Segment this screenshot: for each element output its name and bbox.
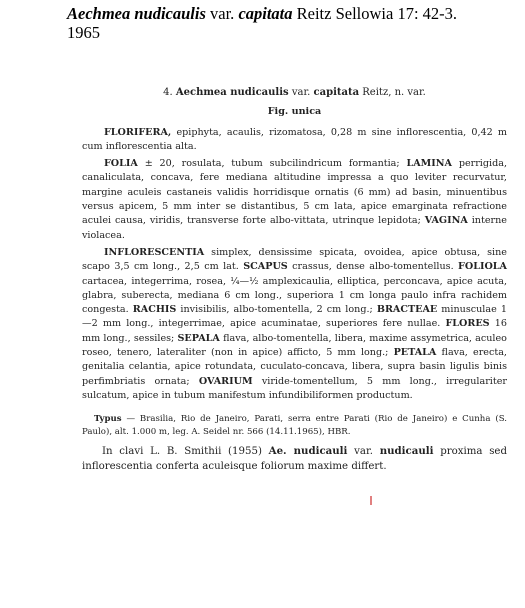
var-word: var.	[210, 4, 235, 23]
clavi-note: In clavi L. B. Smithii (1955) Ae. nudicauli var. nudicauli proxima sed inflorescentia conferta aculeisque foliorum maxime differt.	[82, 444, 507, 472]
figure-label: Fig. unica	[267, 106, 322, 118]
paragraph-florifera: FLORIFERA, epiphyta, acaulis, rizomatosa, 0,28 m sine inflorescentia, 0,42 m cum inflorescentia alta.	[82, 126, 507, 152]
paragraph-inflorescentia: INFLORESCENTIA simplex, densissime spicata, ovoidea, apice obtusa, sine scapo 3,5 cm long., 2,5 cm lat. SCAPUS crassus, dense albo-tomentellus. FOLIOLA cartacea, integerrima, rosea, ¼—½ amplexicaulia, elliptica, perconcava, apice acuta, glabra, suberecta, mediana 6 cm long., superiora 1 cm longa paulo infra rachidem congesta. RACHIS invisibilis, albo-tomentella, 2 cm long.; BRACTEAE minusculae 1—2 mm long., integerrimae, apice acuminatae, superiores fere nullae. FLORES 16 mm long., sessiles; SEPALA flava, albo-tomentella, libera, maxime assymetrica, aculeo roseo, tenero, lateraliter (non in apice) afficto, 5 mm long.; PETALA flava, erecta, genitalia celantia, apice rotundata, cuculato-concava, libera, supra basin ligulis binis perfimbriatis ornata; OVARIUM viride-tomentellum, 5 mm long., irregulariter sulcatum, apice in tubum manifestum infundibiliformen productum.	[82, 246, 507, 401]
taxon-heading: 4. Aechmea nudicaulis var. capitata Reitz, n. var.	[163, 87, 426, 98]
paragraph-folia: FOLIA ± 20, rosulata, tubum subcilindricum formantia; LAMINA perrigida, canaliculata, concava, fere mediana altitudine impressa a quo leviter recurvatur, margine aculeis castaneis validis horridisque ornatis (6 mm) ad basin, minuentibus versus apicem, 5 mm inter se distantibus, 5 cm lata, apice emarginata refractione aculei causa, viridis, transverse forte albo-vittata, utrinque lepidota; VAGINA interne violacea.	[82, 158, 507, 241]
citation-header	[67, 4, 507, 42]
variety-name: capitata	[238, 4, 293, 23]
reference: Reitz Sellowia 17: 42-3.	[296, 4, 458, 23]
year: 1965	[67, 23, 100, 42]
red-pen-mark	[370, 496, 372, 505]
scanned-description	[82, 86, 507, 474]
typus-note: Typus — Brasilia, Rio de Janeiro, Parati, serra entre Parati (Rio de Janeiro) e Cunha (S. Paulo), alt. 1.000 m, leg. A. Seidel nr. 566 (14.11.1965), HBR.	[82, 414, 508, 438]
species-name: Aechmea nudicaulis	[67, 4, 206, 23]
